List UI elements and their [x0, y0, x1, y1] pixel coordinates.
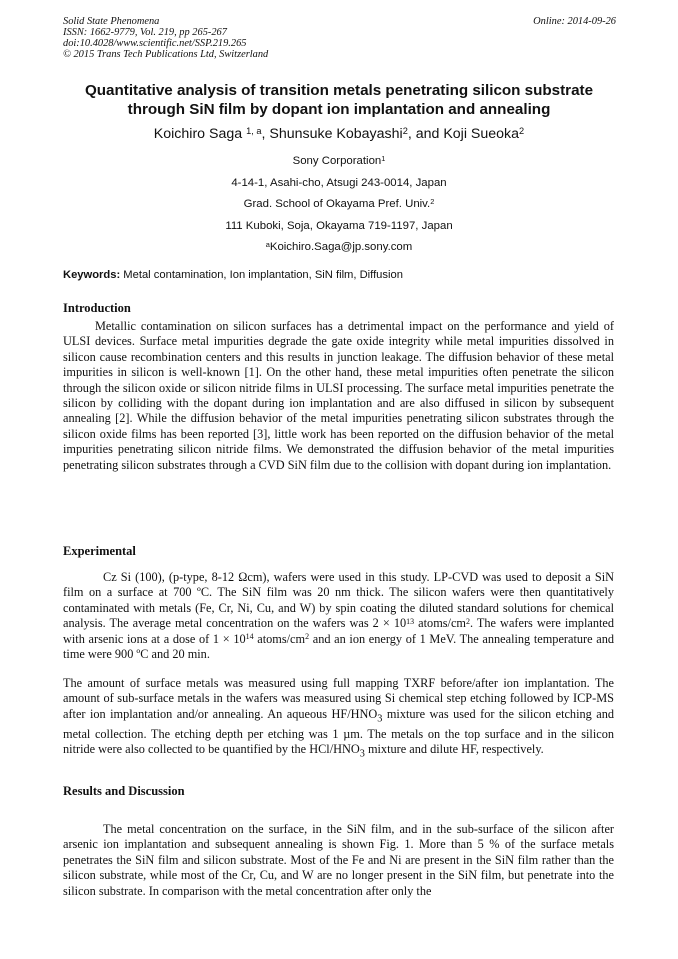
affiliation-2-name: Grad. School of Okayama Pref. Univ. [243, 198, 431, 210]
journal-header [63, 16, 268, 60]
introduction-paragraph: Metallic contamination on silicon surfaces has a detrimental impact on the performance and yield of ULSI devices. Surface metal impurities degrade the gate oxide integrity while metal impurities dissolved in silicon cause recombination centers and this results in junction leakage. The diffusion behavior of these metal impurities in silicon is well-known [1]. On the other hand, these metal impurities often penetrate the silicon through the silicon oxide or silicon nitride films in ULSI processing. The surface metal impurities penetrate the silicon by colliding with the dopant during ion implantation and are also diffused in silicon by subsequent annealing [2]. While the diffusion behavior of the metal impurities penetrating silicon substrates through the silicon oxide films has been reported [3], little work has been reported on the diffusion behavior of the metal impurities penetrating silicon nitride films. We demonstrated the diffusion behavior of the metal impurities penetrating silicon substrates through a CVD SiN film due to the collision with dopant during ion implantation. [63, 319, 614, 472]
exp-p1-text-d: atoms/cm [253, 631, 306, 646]
affiliation-2-mark: 2 [430, 196, 435, 206]
exp-p2-text-a: The amount of surface metals was measured using full mapping TXRF before/after ion implantation. The amount of sub-surface metals in the wafers was measured using Si chemical step etching followed by ICP-MS after ion implantation and/or annealing. An aqueous HF/HNO [63, 676, 614, 721]
online-date: Online: 2014-09-26 [533, 16, 616, 27]
exp-p2-sub-1: 3 [377, 713, 383, 725]
affiliation-1-address: 4-14-1, Asahi-cho, Atsugi 243-0014, Japan [231, 177, 447, 189]
experimental-paragraph-2 [63, 676, 614, 762]
exp-p2-sub-2: 3 [359, 748, 365, 760]
title-line-1: Quantitative analysis of transition metals penetrating silicon substrate [84, 82, 594, 99]
exp-p2-text-c: mixture and dilute HF, respectively. [364, 742, 544, 757]
affiliation-1-mark: 1 [381, 153, 386, 163]
author-2: Shunsuke Kobayashi [269, 126, 403, 142]
title-line-2: through SiN film by dopant ion implantation and annealing [127, 101, 551, 118]
keywords [63, 268, 623, 282]
author-3-affil: 2 [519, 125, 525, 136]
paper-title [40, 81, 638, 119]
doi-line: doi:10.4028/www.scientific.net/SSP.219.265 [63, 38, 247, 49]
exp-p1-text-c: . The wafers were implanted with arsenic ions at a dose of 1 × 10 [63, 616, 614, 646]
results-heading: Results and Discussion [63, 784, 185, 798]
author-2-affil: 2 [402, 125, 408, 136]
exp-p2-text-b: mixture was used for the silicon etching and metal collection. The etching depth per etching was 1 µm. The metals on the top surface and in the silicon nitride were also collected to be quantified by the HCl/HNO [63, 706, 615, 757]
author-separator-2: , and [407, 126, 444, 142]
experimental-paragraph-1 [63, 570, 614, 662]
exp-p1-text-a: Cz Si (100), (p-type, 8-12 Ωcm), wafers were used in this study. LP-CVD was used to deposit a SiN film on a surface at 700 ºC. The SiN film was 20 nm thick. The silicon wafers were then quantitatively contaminated with metals (Fe, Cr, Ni, Cu, and W) by spin coating the diluted standard solutions for chemical analysis. The average metal concentration on the wafers was 2 × 10 [63, 570, 614, 631]
introduction-heading: Introduction [63, 301, 131, 315]
author-1-affil: 1, a [246, 125, 262, 136]
keywords-label: Keywords: [63, 269, 121, 281]
exp-p1-exp-2: 2 [466, 616, 470, 626]
affiliation-1-name: Sony Corporation [292, 155, 382, 167]
experimental-heading: Experimental [63, 544, 136, 558]
corresponding-email [40, 240, 638, 254]
affiliation-1 [40, 154, 638, 168]
journal-name: Solid State Phenomena [63, 16, 160, 27]
keywords-text: Metal contamination, Ion implantation, SiN film, Diffusion [120, 269, 403, 281]
exp-p1-exp-3: 14 [245, 632, 254, 642]
affiliation-2 [40, 197, 638, 211]
issn-line: ISSN: 1662-9779, Vol. 219, pp 265-267 [63, 27, 227, 38]
author-separator-1: , [261, 126, 270, 142]
affiliation-2-address: 111 Kuboki, Soja, Okayama 719-1197, Japan [225, 220, 453, 232]
exp-p1-exp-4: 2 [305, 632, 310, 642]
exp-p1-text-b: atoms/cm [414, 616, 466, 631]
results-paragraph: The metal concentration on the surface, in the SiN film, and in the sub-surface of the silicon after arsenic ion implantation and subsequent annealing is shown Fig. 1. More than 5 % of the surface metals penetrates the SiN film and silicon substrate. Most of the Fe and Ni are present in the SiN film rather than the silicon substrate, while most of the Cr, Cu, and W are no longer present in the SiN film, but penetrate into the silicon substrate. In comparison with the metal concentration after only the [63, 822, 614, 898]
author-list [40, 125, 638, 143]
author-1: Koichiro Saga [153, 126, 243, 142]
email-mark: a [265, 239, 270, 249]
email-address: Koichiro.Saga@jp.sony.com [269, 241, 413, 253]
copyright-line: © 2015 Trans Tech Publications Ltd, Switzerland [63, 49, 269, 60]
author-3: Koji Sueoka [443, 126, 520, 142]
exp-p1-exp-1: 13 [406, 616, 415, 626]
exp-p1-text-e: and an ion energy of 1 MeV. The annealing temperature and time were 900 ºC and 20 min. [63, 631, 614, 662]
